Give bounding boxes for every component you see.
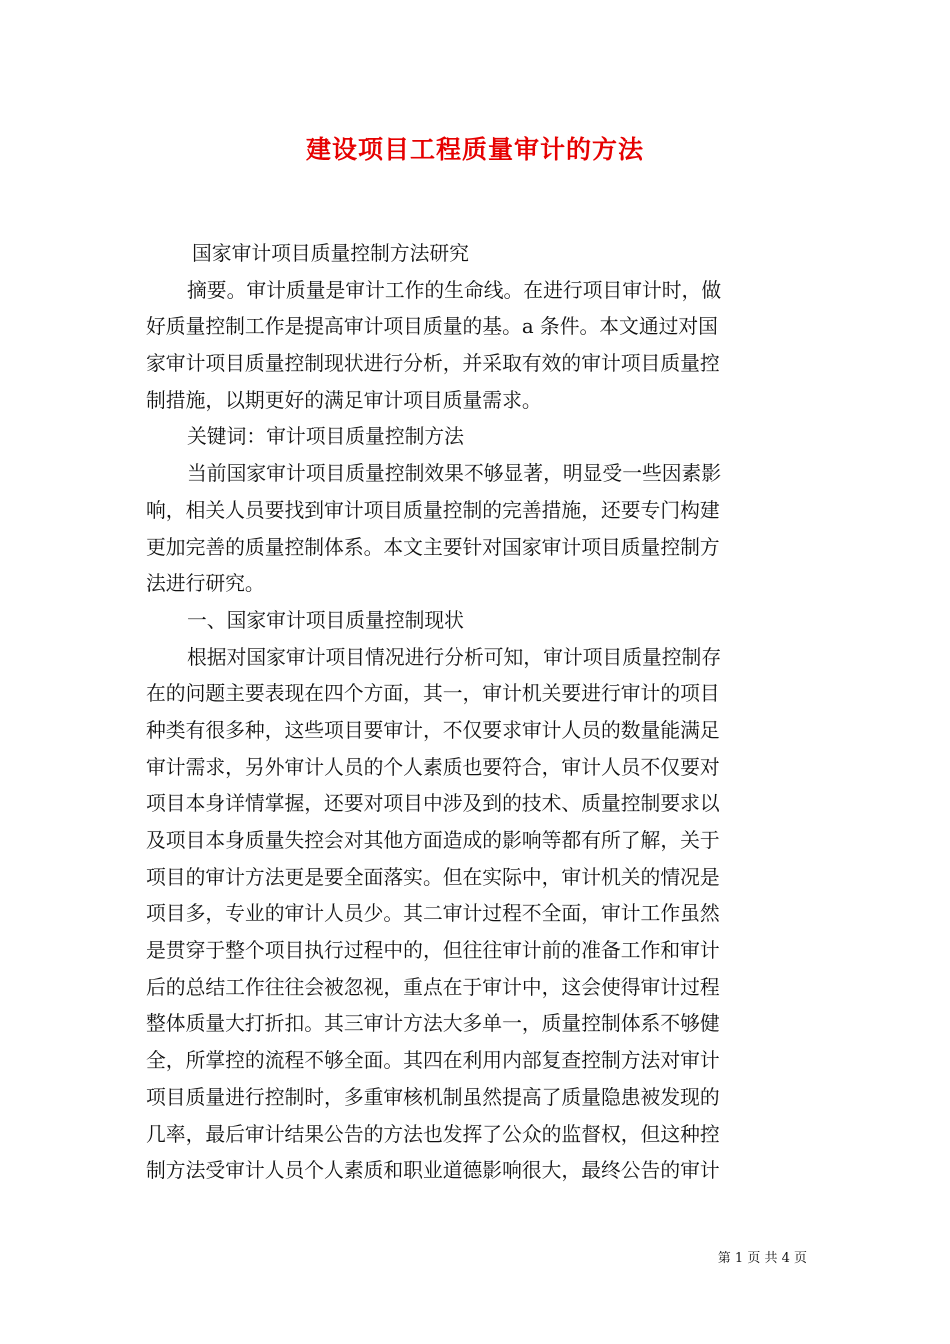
section-line: 在的问题主要表现在四个方面，其一，审计机关要进行审计的项目 <box>146 682 720 706</box>
abstract-line: 制措施，以期更好的满足审计项目质量需求。 <box>146 388 542 412</box>
intro-line: 当前国家审计项目质量控制效果不够显著，明显受一些因素影 <box>187 462 722 486</box>
section-line: 制方法受审计人员个人素质和职业道德影响很大，最终公告的审计 <box>146 1159 720 1183</box>
document-body <box>146 236 808 1190</box>
section-line: 项目本身详情掌握，还要对项目中涉及到的技术、质量控制要求以 <box>146 792 720 816</box>
abstract-line: 家审计项目质量控制现状进行分析，并采取有效的审计项目质量控 <box>146 352 720 376</box>
section-line: 项目质量进行控制时，多重审核机制虽然提高了质量隐患被发现的 <box>146 1085 720 1109</box>
section-line: 整体质量大打折扣。其三审计方法大多单一，质量控制体系不够健 <box>146 1012 720 1036</box>
intro-line: 更加完善的质量控制体系。本文主要针对国家审计项目质量控制方 <box>146 535 720 559</box>
section-line: 项目多，专业的审计人员少。其二审计过程不全面，审计工作虽然 <box>146 902 720 926</box>
subtitle-line: 国家审计项目质量控制方法研究 <box>192 242 469 265</box>
section-line: 及项目本身质量失控会对其他方面造成的影响等都有所了解，关于 <box>146 829 720 852</box>
section-line: 全，所掌控的流程不够全面。其四在利用内部复查控制方法对审计 <box>146 1049 720 1073</box>
intro-line: 响，相关人员要找到审计项目质量控制的完善措施，还要专门构建 <box>146 498 720 522</box>
section-line: 种类有很多种，这些项目要审计，不仅要求审计人员的数量能满足 <box>146 718 720 742</box>
section-line: 是贯穿于整个项目执行过程中的，但往往审计前的准备工作和审计 <box>146 939 720 963</box>
section-line: 后的总结工作往往会被忽视，重点在于审计中，这会使得审计过程 <box>146 975 720 999</box>
section-line: 项目的审计方法更是要全面落实。但在实际中，审计机关的情况是 <box>146 865 720 889</box>
section-line: 根据对国家审计项目情况进行分析可知，审计项目质量控制存 <box>187 645 722 669</box>
keywords-line: 关键词：审计项目质量控制方法 <box>187 425 464 449</box>
page-number-footer: 第 1 页 共 4 页 <box>717 1251 807 1266</box>
section-line: 审计需求，另外审计人员的个人素质也要符合，审计人员不仅要对 <box>146 755 720 779</box>
document-title: 建设项目工程质量审计的方法 <box>305 135 644 164</box>
abstract-line: 摘要。审计质量是审计工作的生命线。在进行项目审计时，做 <box>187 278 722 302</box>
abstract-line: 好质量控制工作是提高审计项目质量的基。a 条件。本文通过对国 <box>146 315 718 339</box>
intro-line: 法进行研究。 <box>146 572 265 596</box>
section-heading: 一、国家审计项目质量控制现状 <box>187 608 464 632</box>
section-line: 几率，最后审计结果公告的方法也发挥了公众的监督权，但这种控 <box>146 1122 720 1146</box>
